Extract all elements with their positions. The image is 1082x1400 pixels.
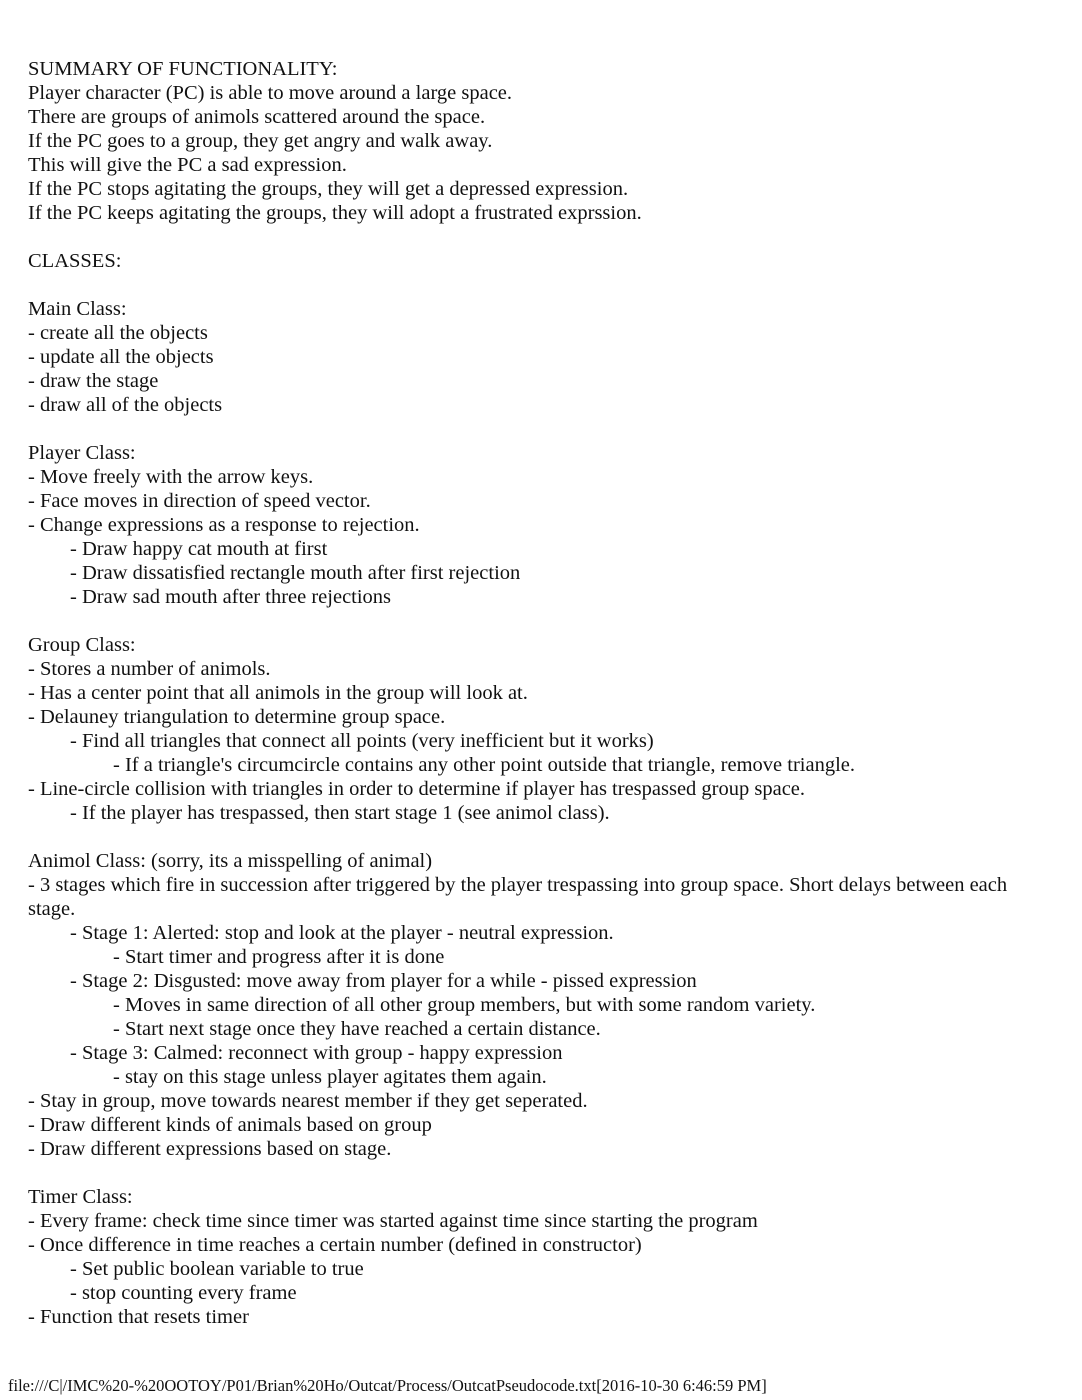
timer-class-item: - Once difference in time reaches a certain number (defined in constructor) <box>28 1234 642 1256</box>
group-class-item: - Line-circle collision with triangles in order to determine if player has trespassed group space. <box>28 778 806 800</box>
main-class-item: - draw all of the objects <box>28 394 223 416</box>
group-class-item: - Stores a number of animols. <box>28 658 271 680</box>
animol-class-stage-detail: - Start timer and progress after it is done <box>113 946 445 968</box>
player-class-item: - Change expressions as a response to rejection. <box>28 514 420 536</box>
group-class-item: - Delauney triangulation to determine group space. <box>28 706 446 728</box>
player-class-subitem: - Draw happy cat mouth at first <box>70 538 328 560</box>
classes-heading: CLASSES: <box>28 250 122 272</box>
print-footer <box>8 1376 767 1396</box>
animol-class-item: - Stay in group, move towards nearest member if they get seperated. <box>28 1090 588 1112</box>
animol-class-stage-detail: - stay on this stage unless player agitates them again. <box>113 1066 547 1088</box>
group-class-title: Group Class: <box>28 634 136 656</box>
animol-class-stage-detail: - Moves in same direction of all other group members, but with some random variety. <box>113 994 816 1016</box>
spacer <box>28 225 1048 249</box>
footer-timestamp: [2016-10-30 6:46:59 PM] <box>596 1376 767 1395</box>
summary-line: This will give the PC a sad expression. <box>28 154 347 176</box>
player-class-subitem: - Draw dissatisfied rectangle mouth after first rejection <box>70 562 521 584</box>
player-class-subitem: - Draw sad mouth after three rejections <box>70 586 392 608</box>
animol-class-stage: - Stage 1: Alerted: stop and look at the player - neutral expression. <box>70 922 614 944</box>
spacer <box>28 609 1048 633</box>
animol-class-item: - 3 stages which fire in succession after triggered by the player trespassing into group space. Short delays between each stage. <box>28 874 1013 920</box>
spacer <box>28 825 1048 849</box>
group-class-subitem: - If the player has trespassed, then start stage 1 (see animol class). <box>70 802 610 824</box>
footer-file-path: file:///C|/IMC%20-%20OOTOY/P01/Brian%20Ho/Outcat/Process/OutcatPseudocode.txt <box>8 1376 597 1395</box>
group-class-item: - Has a center point that all animols in the group will look at. <box>28 682 528 704</box>
timer-class-subitem: - Set public boolean variable to true <box>70 1258 364 1280</box>
summary-heading: SUMMARY OF FUNCTIONALITY: <box>28 58 338 80</box>
group-class-subsubitem: - If a triangle's circumcircle contains any other point outside that triangle, remove triangle. <box>113 754 855 776</box>
spacer <box>28 273 1048 297</box>
timer-class-subitem: - stop counting every frame <box>70 1282 297 1304</box>
animol-class-stage: - Stage 2: Disgusted: move away from player for a while - pissed expression <box>70 970 697 992</box>
summary-line: Player character (PC) is able to move around a large space. <box>28 82 513 104</box>
animol-class-stage-detail: - Start next stage once they have reached a certain distance. <box>113 1018 601 1040</box>
timer-class-item: - Every frame: check time since timer was started against time since starting the program <box>28 1210 758 1232</box>
player-class-title: Player Class: <box>28 442 136 464</box>
animol-class-item: - Draw different expressions based on stage. <box>28 1138 392 1160</box>
summary-line: If the PC goes to a group, they get angry and walk away. <box>28 130 493 152</box>
summary-line: If the PC keeps agitating the groups, they will adopt a frustrated exprssion. <box>28 202 642 224</box>
animol-class-title: Animol Class: (sorry, its a misspelling of animal) <box>28 850 433 872</box>
animol-class-item: - Draw different kinds of animals based on group <box>28 1114 432 1136</box>
animol-class-stage: - Stage 3: Calmed: reconnect with group - happy expression <box>70 1042 563 1064</box>
spacer <box>28 1161 1048 1185</box>
summary-line: There are groups of animols scattered around the space. <box>28 106 486 128</box>
main-class-title: Main Class: <box>28 298 127 320</box>
main-class-item: - update all the objects <box>28 346 214 368</box>
player-class-item: - Move freely with the arrow keys. <box>28 466 314 488</box>
timer-class-title: Timer Class: <box>28 1186 133 1208</box>
spacer <box>28 417 1048 441</box>
summary-line: If the PC stops agitating the groups, they will get a depressed expression. <box>28 178 629 200</box>
main-class-item: - draw the stage <box>28 370 159 392</box>
player-class-item: - Face moves in direction of speed vector. <box>28 490 371 512</box>
group-class-subitem: - Find all triangles that connect all points (very inefficient but it works) <box>70 730 654 752</box>
main-class-item: - create all the objects <box>28 322 208 344</box>
timer-class-item: - Function that resets timer <box>28 1306 249 1328</box>
document-body <box>28 57 1048 1329</box>
